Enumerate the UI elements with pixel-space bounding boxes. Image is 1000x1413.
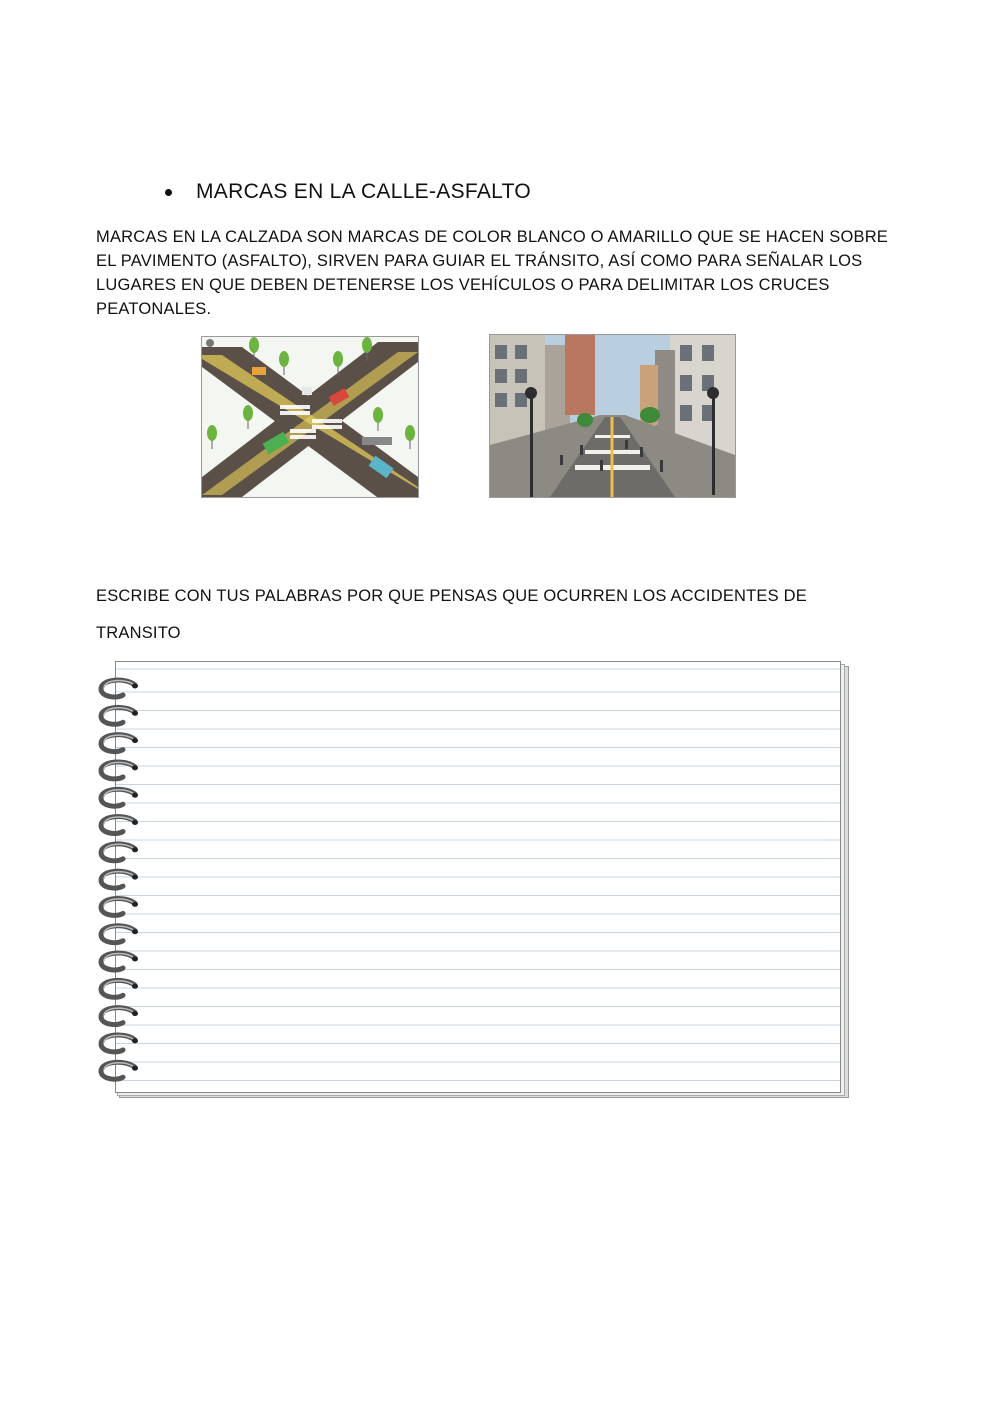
- bullet-row: [165, 180, 531, 204]
- spiral-hole: [132, 793, 138, 798]
- intersection-illustration: [201, 336, 419, 498]
- answer-lined-sheet[interactable]: [115, 661, 841, 1093]
- spiral-hole: [132, 684, 138, 689]
- spiral-hole: [132, 957, 138, 962]
- spiral-binding-icon: [95, 675, 145, 1095]
- spiral-hole: [132, 875, 138, 880]
- notebook-answer-area: [95, 661, 847, 1097]
- spiral-hole: [132, 1011, 138, 1016]
- bullet-icon: [165, 189, 172, 196]
- spiral-hole: [132, 820, 138, 825]
- paragraph-line: MARCAS EN LA CALZADA SON MARCAS DE COLOR BLANCO O AMARILLO QUE SE HACEN SOBRE: [96, 228, 889, 246]
- street-illustration: [489, 334, 736, 498]
- spiral-hole: [132, 847, 138, 852]
- spiral-hole: [132, 711, 138, 716]
- spiral-hole: [132, 929, 138, 934]
- spiral-hole: [132, 765, 138, 770]
- exercise-prompt-line1: ESCRIBE CON TUS PALABRAS POR QUE PENSAS QUE OCURREN LOS ACCIDENTES DE: [96, 587, 807, 605]
- paragraph-line: LUGARES EN QUE DEBEN DETENERSE LOS VEHÍCULOS O PARA DELIMITAR LOS CRUCES: [96, 276, 830, 294]
- exercise-prompt-line2: TRANSITO: [96, 624, 181, 642]
- spiral-hole: [132, 738, 138, 743]
- spiral-hole: [132, 902, 138, 907]
- section-heading: MARCAS EN LA CALLE-ASFALTO: [196, 180, 531, 203]
- spiral-hole: [132, 1038, 138, 1043]
- intro-paragraph: [96, 225, 966, 321]
- paragraph-line: PEATONALES.: [96, 300, 212, 318]
- paragraph-line: EL PAVIMENTO (ASFALTO), SIRVEN PARA GUIAR EL TRÁNSITO, ASÍ COMO PARA SEÑALAR LOS: [96, 252, 863, 270]
- spiral-hole: [132, 1066, 138, 1071]
- spiral-hole: [132, 984, 138, 989]
